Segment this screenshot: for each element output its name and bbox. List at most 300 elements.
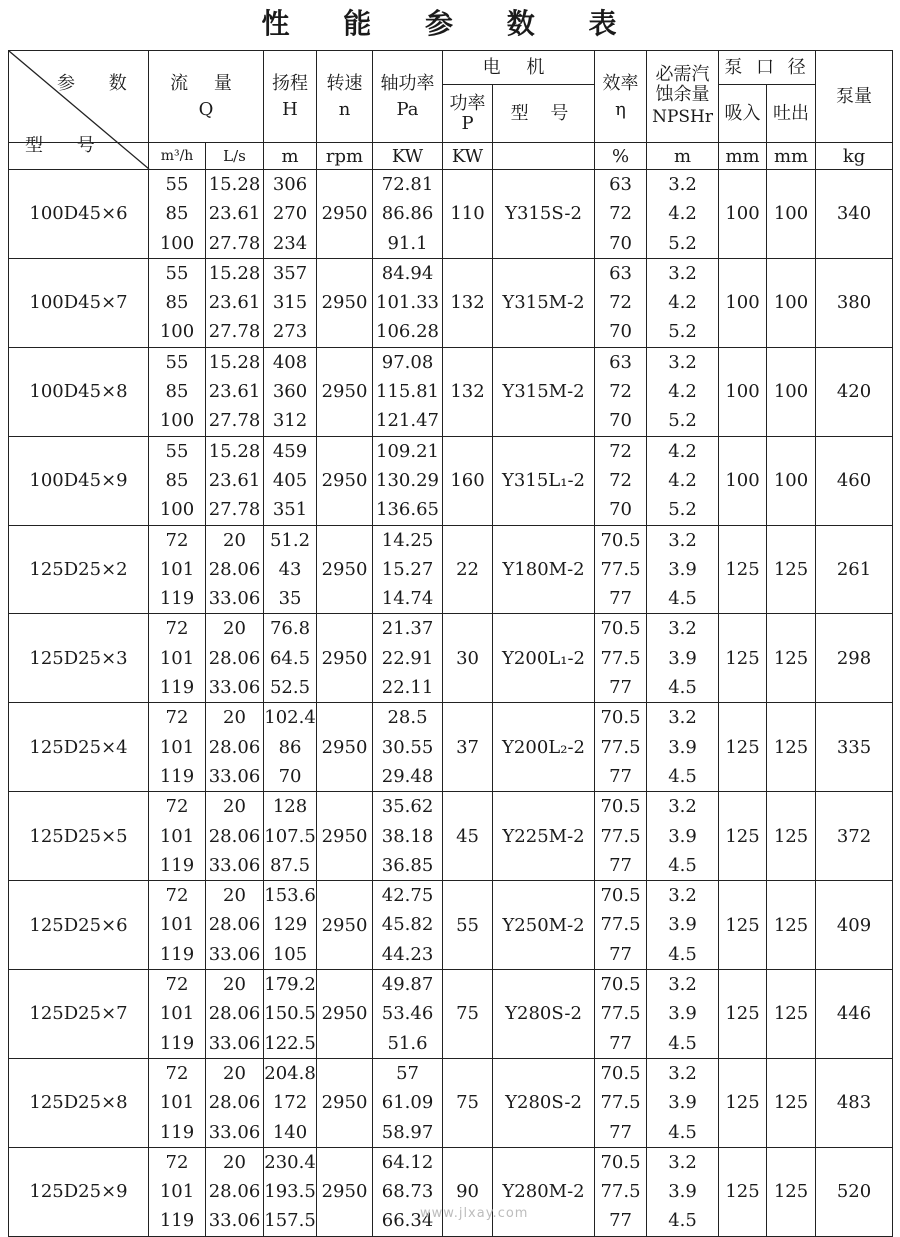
npsh-cell (647, 525, 719, 614)
flow-m3h-cell-value: 119 (159, 765, 195, 787)
flow-ls-cell-value: 15.28 (208, 174, 261, 195)
motor-model-cell: Y315L₁-2 (493, 436, 595, 525)
flow-m3h-cell-value: 119 (159, 943, 195, 965)
shaft-power-cell-value: 121.47 (376, 410, 439, 432)
head-cell (264, 881, 317, 970)
flow-m3h-cell-value: 72 (165, 529, 189, 551)
efficiency-cell-value: 77.5 (600, 914, 641, 936)
npsh-cell-value: 4.5 (668, 854, 697, 876)
shaft-power-cell-value: 14.25 (381, 529, 434, 551)
shaft-power-cell-value: 15.27 (381, 558, 434, 580)
weight-cell: 420 (816, 347, 893, 436)
speed-cell: 2950 (317, 1058, 373, 1147)
unit-flow-ls: L/s (206, 143, 264, 170)
table-row (9, 170, 893, 259)
flow-ls-cell-value: 20 (223, 1062, 246, 1084)
flow-ls-cell-value: 28.06 (208, 647, 261, 669)
flow-m3h-cell (149, 1058, 206, 1147)
flow-ls-cell-value: 33.06 (208, 765, 261, 787)
efficiency-cell-value: 70.5 (600, 529, 641, 551)
efficiency-cell (595, 970, 647, 1059)
flow-ls-cell-value: 20 (223, 529, 246, 551)
shaft-power-cell (373, 258, 443, 347)
flow-ls-cell-value: 28.06 (208, 825, 261, 847)
head-cell-value: 76.8 (269, 618, 311, 640)
head-cell (264, 347, 317, 436)
flow-m3h-cell-value: 101 (159, 825, 195, 847)
bore-in-cell: 100 (719, 258, 767, 347)
flow-m3h-cell-value: 72 (165, 1151, 189, 1173)
npsh-cell (647, 703, 719, 792)
motor-model-cell: Y200L₁-2 (493, 614, 595, 703)
efficiency-cell-value: 63 (609, 262, 632, 284)
flow-m3h-cell-value: 55 (165, 351, 189, 373)
efficiency-cell-value: 77 (609, 1032, 632, 1054)
flow-m3h-cell-value: 119 (159, 854, 195, 876)
flow-m3h-cell (149, 436, 206, 525)
shaft-power-cell-value: 84.94 (381, 262, 434, 284)
performance-table (8, 50, 893, 1237)
head-cell-value: 459 (272, 440, 308, 462)
shaft-power-cell (373, 703, 443, 792)
weight-cell: 409 (816, 881, 893, 970)
speed-cell: 2950 (317, 347, 373, 436)
flow-ls-cell (206, 881, 264, 970)
flow-m3h-cell-value: 72 (165, 796, 189, 818)
motor-power-cell: 22 (443, 525, 493, 614)
motor-model-cell: Y180M-2 (493, 525, 595, 614)
efficiency-cell-value: 77 (609, 1121, 632, 1143)
head-cell (264, 525, 317, 614)
npsh-cell (647, 347, 719, 436)
npsh-cell (647, 792, 719, 881)
flow-m3h-cell-value: 119 (159, 588, 195, 610)
bore-out-cell: 125 (767, 881, 816, 970)
bore-in-cell: 125 (719, 525, 767, 614)
speed-cell: 2950 (317, 792, 373, 881)
npsh-cell-value: 3.9 (668, 736, 697, 758)
shaft-power-cell-value: 45.82 (381, 914, 434, 936)
head-cell (264, 1147, 317, 1236)
flow-m3h-cell-value: 101 (159, 1092, 195, 1114)
head-cell (264, 436, 317, 525)
shaft-power-header: 轴功率 Pa (373, 51, 443, 143)
bore-in-cell: 125 (719, 881, 767, 970)
flow-m3h-cell-value: 85 (165, 381, 189, 403)
head-cell (264, 614, 317, 703)
model-cell: 125D25×2 (9, 525, 149, 614)
bore-out-cell: 100 (767, 436, 816, 525)
motor-model-cell: Y200L₂-2 (493, 703, 595, 792)
npsh-cell (647, 614, 719, 703)
flow-ls-cell-value: 27.78 (208, 232, 261, 254)
bore-out-cell: 125 (767, 1147, 816, 1236)
flow-ls-cell-value: 20 (223, 796, 246, 818)
flow-ls-cell-value: 15.28 (208, 440, 261, 462)
efficiency-cell-value: 70.5 (600, 707, 641, 729)
efficiency-cell-value: 63 (609, 174, 632, 195)
flow-m3h-cell-value: 72 (165, 618, 189, 640)
efficiency-cell-value: 77 (609, 765, 632, 787)
bore-in-cell: 100 (719, 436, 767, 525)
unit-motor-model (493, 143, 595, 170)
shaft-power-cell-value: 22.11 (381, 677, 434, 699)
efficiency-cell-value: 70 (609, 410, 632, 432)
flow-m3h-cell-value: 55 (165, 262, 189, 284)
shaft-power-cell-value: 22.91 (381, 647, 434, 669)
efficiency-cell-value: 72 (609, 292, 632, 314)
efficiency-cell (595, 703, 647, 792)
npsh-cell-value: 3.9 (668, 825, 697, 847)
npsh-cell-value: 3.9 (668, 1092, 697, 1114)
head-cell-value: 351 (272, 499, 308, 521)
shaft-power-cell-value: 101.33 (376, 292, 439, 314)
flow-header: 流 量 Q (149, 51, 264, 143)
npsh-cell-value: 3.2 (668, 529, 697, 551)
bore-in-cell: 125 (719, 792, 767, 881)
bore-in-cell: 100 (719, 347, 767, 436)
flow-m3h-cell-value: 101 (159, 736, 195, 758)
motor-power-cell: 55 (443, 881, 493, 970)
shaft-power-cell (373, 614, 443, 703)
corner-label-model: 型 号 (25, 135, 109, 156)
shaft-power-cell-value: 61.09 (381, 1092, 434, 1114)
head-cell-value: 153.6 (264, 885, 316, 907)
flow-m3h-cell (149, 347, 206, 436)
npsh-cell-value: 4.2 (668, 381, 697, 403)
table-row (9, 1058, 893, 1147)
flow-ls-cell-value: 20 (223, 885, 246, 907)
shaft-power-cell-value: 42.75 (381, 885, 434, 907)
bore-in-cell: 125 (719, 614, 767, 703)
shaft-power-cell-value: 29.48 (381, 765, 434, 787)
flow-m3h-cell-value: 55 (165, 440, 189, 462)
motor-header: 电 机 (443, 51, 595, 85)
head-header: 扬程 H (264, 51, 317, 143)
shaft-power-cell-value: 130.29 (376, 469, 439, 491)
flow-ls-cell-value: 23.61 (208, 292, 261, 314)
flow-ls-cell (206, 1147, 264, 1236)
efficiency-cell-value: 70.5 (600, 1062, 641, 1084)
npsh-cell (647, 1147, 719, 1236)
npsh-cell (647, 881, 719, 970)
unit-npsh: m (647, 143, 719, 170)
efficiency-cell-value: 70.5 (600, 796, 641, 818)
motor-power-cell: 75 (443, 970, 493, 1059)
weight-cell: 483 (816, 1058, 893, 1147)
flow-ls-cell-value: 27.78 (208, 321, 261, 343)
speed-header: 转速 n (317, 51, 373, 143)
unit-efficiency: % (595, 143, 647, 170)
head-cell-value: 179.2 (264, 974, 316, 996)
shaft-power-cell-value: 58.97 (381, 1121, 434, 1143)
npsh-cell-value: 3.9 (668, 558, 697, 580)
npsh-cell-value: 4.5 (668, 677, 697, 699)
flow-ls-cell-value: 28.06 (208, 914, 261, 936)
head-cell-value: 172 (272, 1092, 308, 1114)
motor-model-cell: Y280S-2 (493, 970, 595, 1059)
head-cell (264, 170, 317, 259)
shaft-power-cell (373, 1058, 443, 1147)
head-cell-value: 87.5 (269, 854, 311, 876)
flow-ls-cell-value: 20 (223, 707, 246, 729)
unit-head: m (264, 143, 317, 170)
flow-ls-cell-value: 20 (223, 618, 246, 640)
table-row (9, 1147, 893, 1236)
speed-cell: 2950 (317, 436, 373, 525)
efficiency-cell-value: 77 (609, 1210, 632, 1232)
speed-cell: 2950 (317, 881, 373, 970)
npsh-cell-value: 4.5 (668, 1210, 697, 1232)
weight-cell: 372 (816, 792, 893, 881)
efficiency-cell (595, 170, 647, 259)
bore-in-header: 吸入 (719, 85, 767, 143)
efficiency-cell-value: 70 (609, 499, 632, 521)
speed-cell: 2950 (317, 970, 373, 1059)
shaft-power-cell-value: 115.81 (376, 381, 439, 403)
npsh-cell (647, 170, 719, 259)
bore-out-cell: 125 (767, 614, 816, 703)
unit-flow-m3h: m³/h (149, 143, 206, 170)
npsh-cell-value: 4.5 (668, 588, 697, 610)
npsh-cell-value: 3.9 (668, 647, 697, 669)
flow-ls-cell (206, 436, 264, 525)
flow-m3h-cell (149, 881, 206, 970)
model-cell: 100D45×9 (9, 436, 149, 525)
efficiency-cell (595, 258, 647, 347)
table-row (9, 703, 893, 792)
head-cell-value: 43 (278, 558, 302, 580)
head-cell-value: 204.8 (264, 1062, 316, 1084)
flow-m3h-cell-value: 101 (159, 914, 195, 936)
npsh-cell-value: 3.2 (668, 885, 697, 907)
head-cell-value: 122.5 (264, 1032, 316, 1054)
head-cell-value: 86 (278, 736, 302, 758)
flow-ls-cell (206, 970, 264, 1059)
head-cell-value: 270 (272, 203, 308, 225)
efficiency-cell-value: 70 (609, 321, 632, 343)
table-row (9, 525, 893, 614)
weight-cell: 335 (816, 703, 893, 792)
flow-m3h-cell-value: 72 (165, 974, 189, 996)
efficiency-cell-value: 72 (609, 469, 632, 491)
flow-m3h-cell-value: 119 (159, 1210, 195, 1232)
efficiency-cell (595, 1058, 647, 1147)
npsh-cell (647, 436, 719, 525)
table-row (9, 881, 893, 970)
shaft-power-cell-value: 68.73 (381, 1181, 434, 1203)
model-cell: 100D45×6 (9, 170, 149, 259)
shaft-power-cell-value: 49.87 (381, 974, 434, 996)
motor-power-cell: 37 (443, 703, 493, 792)
flow-ls-cell (206, 525, 264, 614)
motor-power-cell: 75 (443, 1058, 493, 1147)
npsh-cell-value: 4.5 (668, 943, 697, 965)
motor-power-cell: 45 (443, 792, 493, 881)
flow-ls-cell-value: 33.06 (208, 854, 261, 876)
unit-bore-in: mm (719, 143, 767, 170)
weight-cell: 460 (816, 436, 893, 525)
corner-header-cell (9, 51, 149, 156)
bore-out-cell: 125 (767, 792, 816, 881)
bore-out-cell: 125 (767, 1058, 816, 1147)
unit-weight: kg (816, 143, 893, 170)
flow-ls-cell (206, 258, 264, 347)
flow-m3h-cell-value: 72 (165, 885, 189, 907)
npsh-cell-value: 4.5 (668, 1121, 697, 1143)
efficiency-cell (595, 347, 647, 436)
npsh-cell-value: 4.2 (668, 469, 697, 491)
watermark: www.jlxay.com (420, 1206, 529, 1221)
shaft-power-cell-value: 72.81 (381, 174, 434, 195)
efficiency-cell-value: 77.5 (600, 1092, 641, 1114)
motor-power-cell: 132 (443, 347, 493, 436)
motor-power-cell: 30 (443, 614, 493, 703)
flow-m3h-cell-value: 85 (165, 203, 189, 225)
flow-m3h-cell-value: 101 (159, 1003, 195, 1025)
flow-m3h-cell-value: 101 (159, 558, 195, 580)
head-cell-value: 230.4 (264, 1151, 316, 1173)
npsh-cell (647, 1058, 719, 1147)
efficiency-cell-value: 77 (609, 854, 632, 876)
head-cell-value: 157.5 (264, 1210, 316, 1232)
head-cell-value: 360 (272, 381, 308, 403)
speed-cell: 2950 (317, 1147, 373, 1236)
shaft-power-cell (373, 170, 443, 259)
speed-cell: 2950 (317, 258, 373, 347)
efficiency-cell (595, 614, 647, 703)
weight-cell: 298 (816, 614, 893, 703)
flow-m3h-cell-value: 100 (159, 410, 195, 432)
shaft-power-cell-value: 66.34 (381, 1210, 434, 1232)
flow-m3h-cell-value: 119 (159, 677, 195, 699)
efficiency-cell-value: 77.5 (600, 736, 641, 758)
npsh-cell-value: 4.2 (668, 292, 697, 314)
shaft-power-cell-value: 53.46 (381, 1003, 434, 1025)
npsh-cell-value: 4.2 (668, 203, 697, 225)
head-cell (264, 792, 317, 881)
flow-m3h-cell-value: 119 (159, 1121, 195, 1143)
flow-ls-cell-value: 28.06 (208, 1181, 261, 1203)
model-cell: 125D25×7 (9, 970, 149, 1059)
shaft-power-cell-value: 64.12 (381, 1151, 434, 1173)
shaft-power-cell-value: 106.28 (376, 321, 439, 343)
flow-m3h-cell-value: 119 (159, 1032, 195, 1054)
shaft-power-cell (373, 347, 443, 436)
flow-ls-cell (206, 703, 264, 792)
head-cell-value: 405 (272, 469, 308, 491)
flow-ls-cell-value: 28.06 (208, 1003, 261, 1025)
npsh-cell (647, 970, 719, 1059)
npsh-cell-value: 3.9 (668, 1003, 697, 1025)
flow-ls-cell-value: 33.06 (208, 1210, 261, 1232)
flow-ls-cell-value: 33.06 (208, 1032, 261, 1054)
shaft-power-cell-value: 86.86 (381, 203, 434, 225)
head-cell-value: 357 (272, 262, 308, 284)
npsh-cell-value: 3.2 (668, 351, 697, 373)
shaft-power-cell-value: 35.62 (381, 796, 434, 818)
flow-ls-cell-value: 27.78 (208, 410, 261, 432)
npsh-cell-value: 5.2 (668, 410, 697, 432)
shaft-power-cell (373, 970, 443, 1059)
head-cell-value: 273 (272, 321, 308, 343)
head-cell-value: 51.2 (269, 529, 311, 551)
bore-in-cell: 125 (719, 970, 767, 1059)
motor-power-header: 功率 P (443, 85, 493, 143)
model-cell: 125D25×6 (9, 881, 149, 970)
shaft-power-cell (373, 436, 443, 525)
flow-ls-cell-value: 15.28 (208, 262, 261, 284)
table-row (9, 970, 893, 1059)
head-cell-value: 408 (272, 351, 308, 373)
head-cell (264, 1058, 317, 1147)
shaft-power-cell (373, 525, 443, 614)
efficiency-cell-value: 77 (609, 588, 632, 610)
npsh-cell-value: 3.2 (668, 1151, 697, 1173)
bore-out-cell: 100 (767, 170, 816, 259)
bore-out-cell: 125 (767, 703, 816, 792)
head-cell-value: 102.4 (264, 707, 316, 729)
model-cell: 100D45×7 (9, 258, 149, 347)
bore-out-header: 吐出 (767, 85, 816, 143)
corner-label-params: 参 数 (57, 73, 141, 94)
npsh-header: 必需汽 蚀余量 NPSHr (647, 51, 719, 143)
bore-header: 泵 口 径 (719, 51, 816, 85)
model-cell: 100D45×8 (9, 347, 149, 436)
motor-model-header: 型 号 (493, 85, 595, 143)
model-cell: 125D25×4 (9, 703, 149, 792)
npsh-cell-value: 4.2 (668, 440, 697, 462)
table-body (9, 170, 893, 1237)
head-cell-value: 129 (272, 914, 308, 936)
motor-model-cell: Y280S-2 (493, 1058, 595, 1147)
bore-in-cell: 125 (719, 703, 767, 792)
table-row (9, 347, 893, 436)
efficiency-cell-value: 70.5 (600, 885, 641, 907)
head-cell-value: 107.5 (264, 825, 316, 847)
shaft-power-cell-value: 136.65 (376, 499, 439, 521)
shaft-power-cell (373, 792, 443, 881)
flow-m3h-cell (149, 170, 206, 259)
flow-m3h-cell (149, 525, 206, 614)
bore-in-cell: 125 (719, 1058, 767, 1147)
flow-ls-cell-value: 28.06 (208, 1092, 261, 1114)
flow-m3h-cell-value: 101 (159, 647, 195, 669)
flow-ls-cell (206, 170, 264, 259)
shaft-power-cell-value: 30.55 (381, 736, 434, 758)
efficiency-cell-value: 63 (609, 351, 632, 373)
speed-cell: 2950 (317, 703, 373, 792)
table-row (9, 614, 893, 703)
flow-ls-cell-value: 28.06 (208, 736, 261, 758)
head-cell-value: 234 (272, 232, 308, 254)
npsh-cell-value: 3.2 (668, 707, 697, 729)
head-cell-value: 52.5 (269, 677, 311, 699)
npsh-cell-value: 3.2 (668, 618, 697, 640)
npsh-cell-value: 3.9 (668, 1181, 697, 1203)
shaft-power-cell-value: 91.1 (387, 232, 428, 254)
npsh-cell-value: 5.2 (668, 232, 697, 254)
efficiency-cell-value: 77.5 (600, 1181, 641, 1203)
shaft-power-cell-value: 57 (396, 1062, 419, 1084)
bore-out-cell: 100 (767, 258, 816, 347)
flow-ls-cell (206, 1058, 264, 1147)
efficiency-cell-value: 72 (609, 381, 632, 403)
shaft-power-cell-value: 28.5 (387, 707, 428, 729)
flow-ls-cell (206, 792, 264, 881)
flow-ls-cell-value: 33.06 (208, 588, 261, 610)
head-cell (264, 258, 317, 347)
